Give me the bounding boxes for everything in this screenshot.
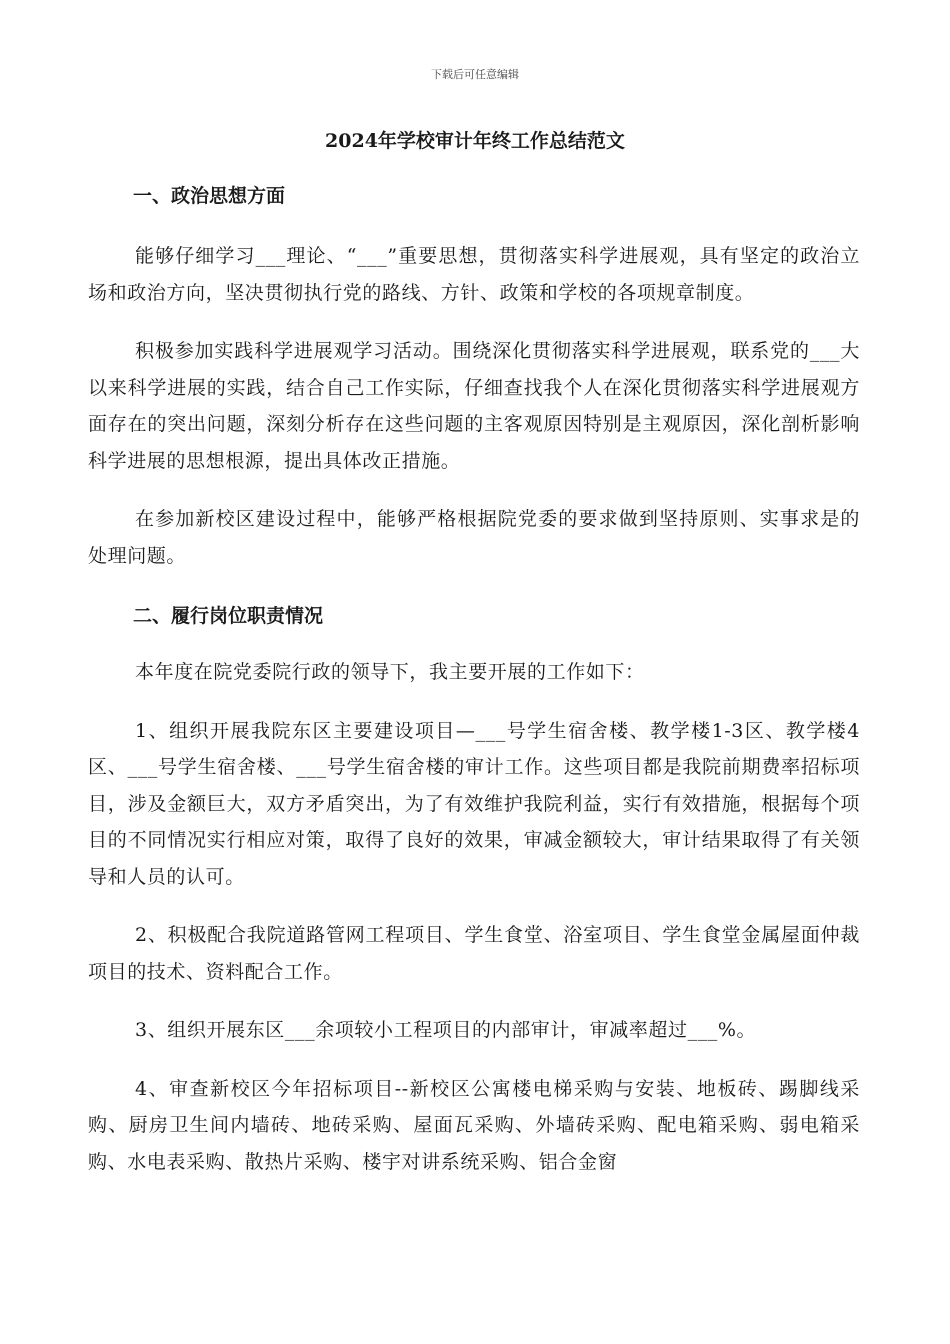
document-body [88,178,860,1180]
paragraph: 1、组织开展我院东区主要建设项目—___号学生宿舍楼、教学楼1-3区、教学楼4区、___号学生宿舍楼、___号学生宿舍楼的审计工作。这些项目都是我院前期费率招标项目，涉及金额巨大，双方矛盾突出，为了有效维护我院利益，实行有效措施，根据每个项目的不同情况实行相应对策，取得了良好的效果，审减金额较大，审计结果取得了有关领导和人员的认可。 [88,719,860,888]
document-title: 2024年学校审计年终工作总结范文 [325,130,625,152]
paragraph: 2、积极配合我院道路管网工程项目、学生食堂、浴室项目、学生食堂金属屋面仲裁项目的技术、资料配合工作。 [88,924,860,983]
section-heading-2: 二、履行岗位职责情况 [133,605,324,627]
paragraph: 积极参加实践科学进展观学习活动。围绕深化贯彻落实科学进展观，联系党的___大以来科学进展的实践，结合自己工作实际，仔细查找我个人在深化贯彻落实科学进展观方面存在的突出问题，深刻分析存在这些问题的主客观原因特别是主观原因，深化剖析影响科学进展的思想根源，提出具体改正措施。 [88,340,860,472]
paragraph: 在参加新校区建设过程中，能够严格根据院党委的要求做到坚持原则、实事求是的处理问题。 [88,508,860,567]
paragraph: 本年度在院党委院行政的领导下，我主要开展的工作如下： [135,661,645,683]
paragraph: 4、审查新校区今年招标项目--新校区公寓楼电梯采购与安装、地板砖、踢脚线采购、厨房卫生间内墙砖、地砖采购、屋面瓦采购、外墙砖采购、配电箱采购、弱电箱采购、水电表采购、散热片采购、楼宇对讲系统采购、铝合金窗 [88,1077,860,1173]
paragraph: 能够仔细学习___理论、“___”重要思想，贯彻落实科学进展观，具有坚定的政治立场和政治方向，坚决贯彻执行党的路线、方针、政策和学校的各项规章制度。 [88,245,860,304]
header-note: 下载后可任意编辑 [431,68,519,81]
section-heading-1: 一、政治思想方面 [133,185,286,207]
paragraph: 3、组织开展东区___余项较小工程项目的内部审计，审减率超过___%。 [135,1019,757,1041]
